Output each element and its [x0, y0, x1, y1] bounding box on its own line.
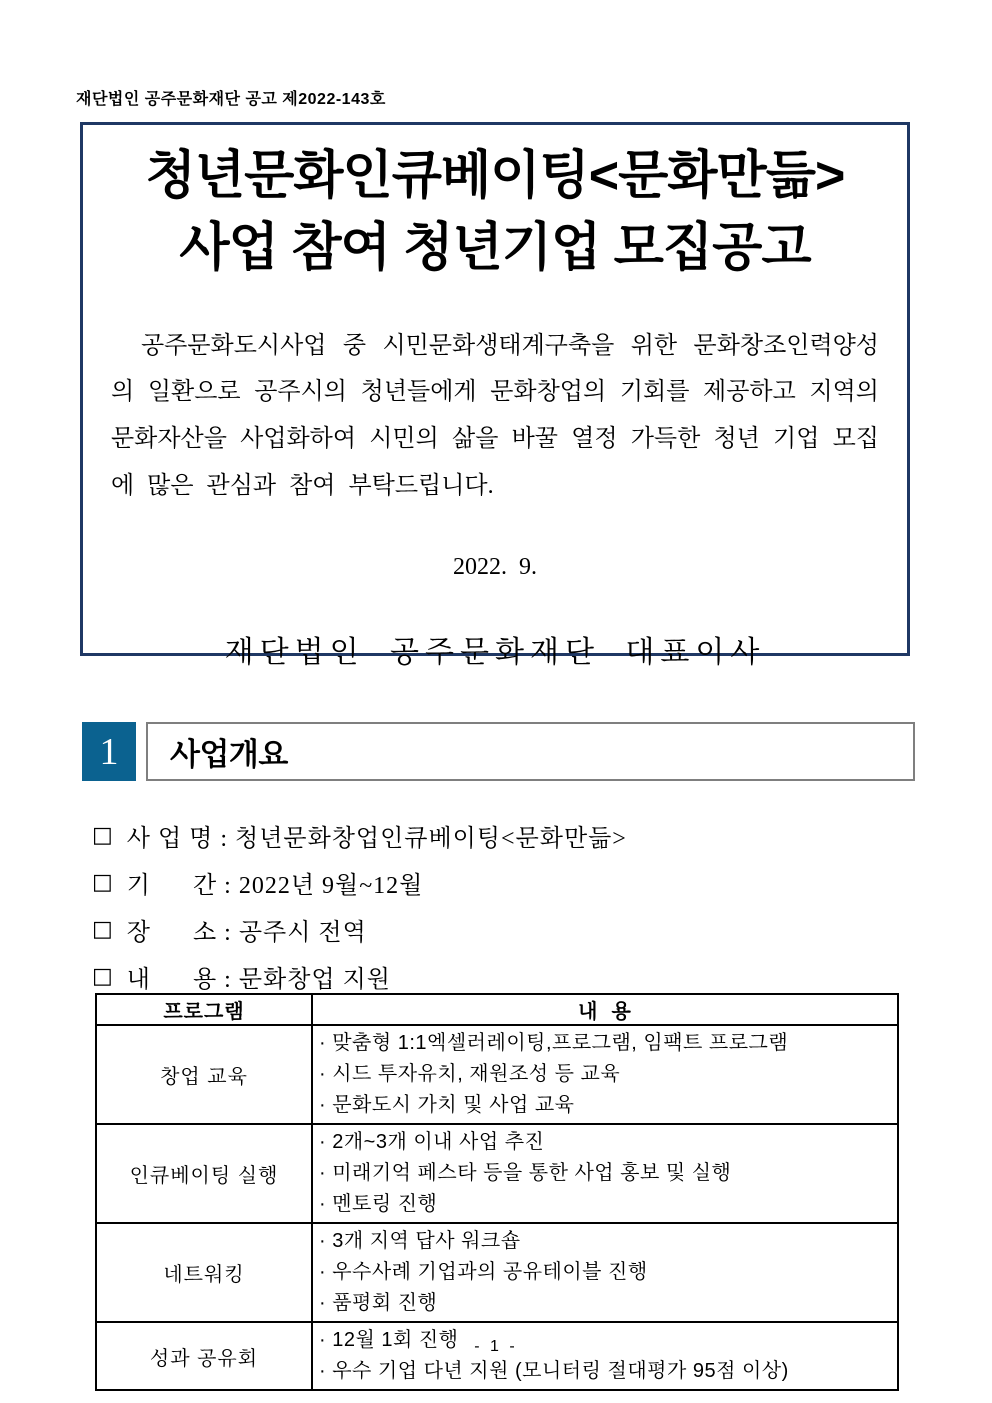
content-line: · 우수 기업 다년 지원 (모니터링 절대평가 95점 이상) — [319, 1360, 789, 1382]
page-number: - 1 - — [474, 1338, 518, 1355]
notice-title — [83, 141, 907, 285]
content-cell — [312, 1124, 898, 1223]
table-row — [96, 1025, 898, 1124]
content-line: · 미래기억 페스타 등을 통한 사업 홍보 및 실행 — [319, 1162, 732, 1184]
content-line: · 12월 1회 진행 — [319, 1329, 459, 1351]
content-line: · 시드 투자유치, 재원조성 등 교육 — [319, 1063, 621, 1085]
list-item-project-name — [92, 812, 627, 859]
section-title: 사업개요 — [146, 722, 915, 781]
notice-body: 공주문화도시사업 중 시민문화생태계구축을 위한 문화창조인력양성의 일환으로 공주시의 청년들에게 문화창업의 기회를 제공하고 지역의 문화자산을 사업화하여 시민의 삶을 바꿀 열정 가득한 청년 기업 모집에 많은 관심과 참여 부탁드립니다. — [111, 332, 879, 499]
checkbox-icon: □ — [92, 917, 113, 942]
program-cell: 인큐베이팅 실행 — [96, 1124, 312, 1223]
content-cell — [312, 1025, 898, 1124]
overview-list — [92, 812, 627, 1000]
content-cell — [312, 1322, 898, 1390]
list-item-label: 장 소 : 공주시 전역 — [126, 920, 367, 946]
table-header-row — [96, 994, 898, 1025]
program-table — [95, 993, 899, 1391]
list-item-label: 내 용 : 문화창업 지원 — [126, 967, 391, 993]
program-cell: 성과 공유회 — [96, 1322, 312, 1390]
program-cell: 창업 교육 — [96, 1025, 312, 1124]
content-line: · 품평회 진행 — [319, 1292, 438, 1314]
content-line: · 2개~3개 이내 사업 추진 — [319, 1131, 545, 1153]
table-row — [96, 1322, 898, 1390]
content-line: · 문화도시 가치 및 사업 교육 — [319, 1094, 575, 1116]
list-item-label: 사 업 명 : 청년문화창업인큐베이팅<문화만듦> — [126, 826, 627, 852]
content-cell — [312, 1223, 898, 1322]
notice-title-line2: 사업 참여 청년기업 모집공고 — [179, 218, 811, 277]
content-line: · 멘토링 진행 — [319, 1193, 438, 1215]
doc-number: 재단법인 공주문화재단 공고 제2022-143호 — [76, 91, 386, 108]
content-line: · 3개 지역 답사 워크숍 — [319, 1230, 521, 1252]
checkbox-icon: □ — [92, 964, 113, 989]
notice-signature: 재단법인 공주문화재단 대표이사 — [224, 635, 766, 669]
section-header — [82, 722, 915, 781]
notice-date: 2022. 9. — [453, 553, 537, 580]
content-line: · 우수사례 기업과의 공유테이블 진행 — [319, 1261, 648, 1283]
table-row — [96, 1124, 898, 1223]
table-header-program: 프로그램 — [96, 994, 312, 1025]
notice-title-line1: 청년문화인큐베이팅<문화만듦> — [145, 147, 845, 205]
program-cell: 네트워킹 — [96, 1223, 312, 1322]
checkbox-icon: □ — [92, 870, 113, 895]
content-line: · 맞춤형 1:1엑셀러레이팅,프로그램, 임팩트 프로그램 — [319, 1032, 789, 1054]
checkbox-icon: □ — [92, 823, 113, 848]
section-number-badge: 1 — [82, 722, 136, 781]
table-header-content: 내 용 — [312, 994, 898, 1025]
list-item-label: 기 간 : 2022년 9월~12월 — [126, 873, 424, 899]
list-item-place — [92, 906, 627, 953]
list-item-period — [92, 859, 627, 906]
table-row — [96, 1223, 898, 1322]
notice-title-box — [80, 122, 910, 669]
